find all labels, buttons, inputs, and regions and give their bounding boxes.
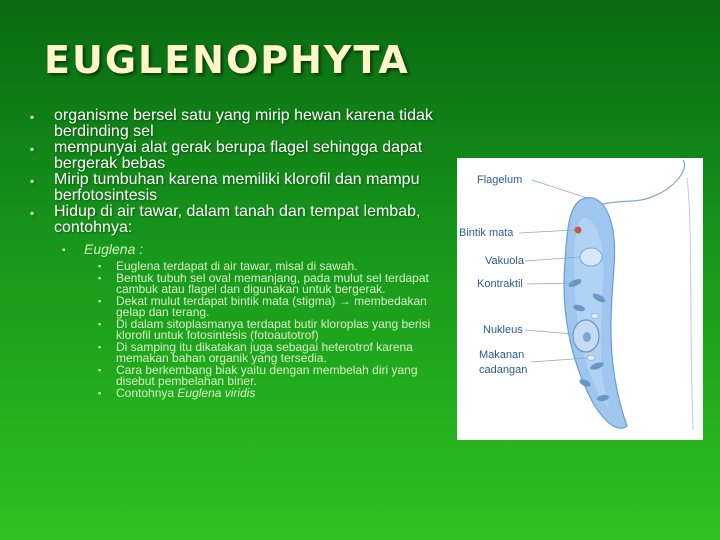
label-makanan: Makanan: [479, 349, 525, 361]
bullet-text: Hidup di air tawar, dalam tanah dan tempat lembab, contohnya:: [54, 203, 421, 236]
leader-line-bintik: [519, 230, 575, 233]
bullet-square-icon: ▪: [30, 110, 35, 124]
bullet-square-icon: ▪: [30, 174, 35, 188]
eyespot-mark: [575, 227, 582, 234]
bullet-square-icon: ▪: [62, 245, 66, 256]
detail-item: [98, 270, 444, 296]
bullet-text: mempunyai alat gerak berupa flagel sehingga dapat bergerak bebas: [54, 139, 423, 172]
bullet-square-icon: ▪: [98, 261, 102, 271]
bullet-square-icon: ▪: [30, 142, 35, 156]
label-cadangan: cadangan: [479, 364, 528, 376]
bullet-square-icon: ▪: [98, 341, 102, 352]
label-nukleus: Nukleus: [483, 324, 523, 336]
detail-text: Dekat mulut terdapat bintik mata (stigma) → membedakan gelap dan terang.: [116, 293, 427, 319]
label-flagelum: Flagelum: [477, 174, 523, 186]
detail-item: [98, 316, 444, 342]
flagellum-line: [589, 160, 685, 210]
reserve-granule-mark: [587, 356, 595, 361]
bullet-square-icon: ▪: [30, 206, 35, 220]
bullet-square-icon: ▪: [98, 272, 102, 283]
detail-text: Bentuk tubuh sel oval memanjang, pada mulut sel terdapat cambuk atau flagel dan digunakan untuk bergerak.: [116, 270, 429, 296]
bullet-text: organisme bersel satu yang mirip hewan karena tidak berdinding sel: [54, 107, 433, 140]
label-bintik-mata: Bintik mata: [459, 227, 514, 239]
bullet-square-icon: ▪: [98, 387, 102, 398]
detail-list: [98, 261, 444, 399]
detail-text-prefix: Contohnya: [116, 385, 178, 400]
leader-line-flagel: [532, 180, 587, 198]
detail-text: Di samping itu dikatakan juga sebagai heterotrof karena memakan bahan organik yang tersedia.: [116, 339, 413, 365]
bullet-item: [30, 140, 460, 172]
sub-bullet-label: Euglena :: [84, 241, 144, 257]
bullet-square-icon: ▪: [98, 295, 102, 306]
bullet-item: [30, 108, 460, 140]
reserve-granule-mark: [591, 314, 599, 319]
euglena-diagram: [457, 158, 703, 440]
vacuole-mark: [580, 248, 602, 266]
bullet-text: Mirip tumbuhan karena memiliki klorofil dan mampu berfotosintesis: [54, 171, 420, 204]
detail-text: Cara berkembang biak yaitu dengan membelah diri yang disebut pembelahan biner.: [116, 362, 418, 388]
nucleolus-mark: [583, 332, 591, 342]
flagellum-right-line: [687, 178, 693, 430]
euglena-illustration: [457, 158, 703, 440]
detail-text: Euglena terdapat di air tawar, misal di sawah.: [116, 259, 358, 273]
label-vakuola: Vakuola: [485, 255, 524, 267]
detail-text: Di dalam sitoplasmanya terdapat butir kloroplas yang berisi klorofil untuk fotosintesis (fotoautotrof): [116, 316, 431, 342]
detail-item: [98, 362, 444, 388]
slide-title: EUGLENOPHYTA: [44, 38, 410, 82]
detail-item: [98, 339, 444, 365]
bullet-square-icon: ▪: [98, 364, 102, 375]
bullet-item: [30, 172, 460, 204]
leader-line-nukleus: [525, 330, 573, 334]
detail-item: [98, 293, 444, 319]
detail-item: [98, 385, 444, 400]
bullet-list: [30, 108, 460, 399]
sub-bullet-euglena: [62, 242, 460, 257]
label-kontraktil: Kontraktil: [477, 278, 523, 290]
bullet-square-icon: ▪: [98, 318, 102, 329]
species-name: Euglena viridis: [177, 385, 256, 400]
bullet-item: [30, 204, 460, 236]
